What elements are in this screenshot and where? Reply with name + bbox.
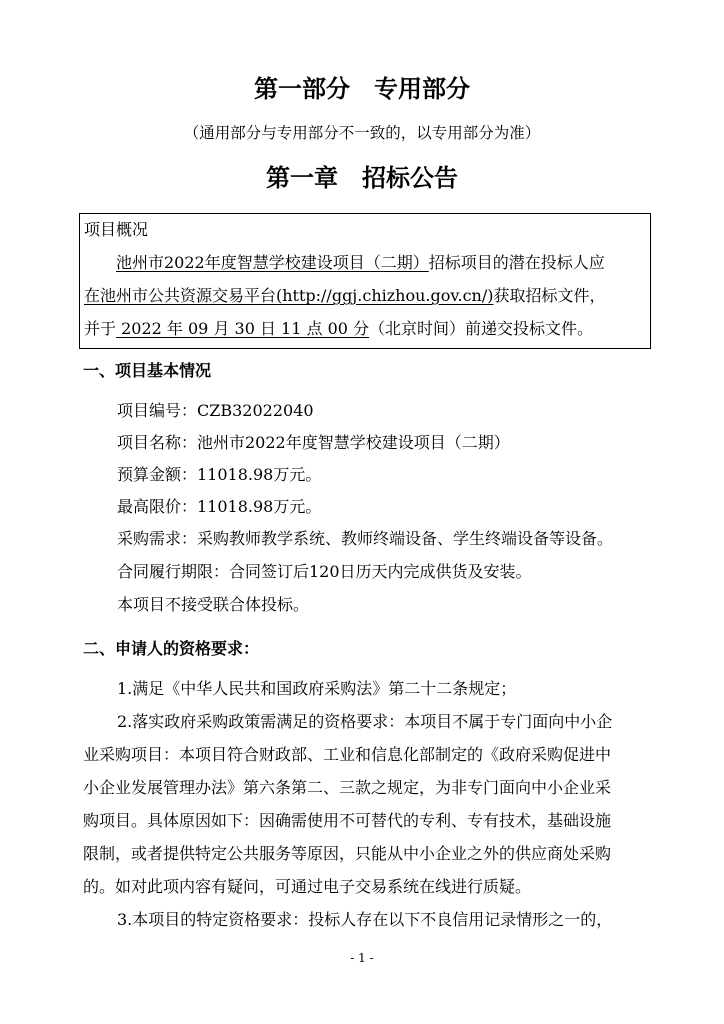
max-price: 最高限价：11018.98万元。 — [117, 497, 322, 516]
requirement-line: 业采购项目：本项目符合财政部、工业和信息化部制定的《政府采购促进中 — [83, 745, 612, 764]
part-title: 第一部分 专用部分 — [254, 75, 470, 103]
overview-platform-link[interactable]: 在池州市公共资源交易平台(http://ggj.chizhou.gov.cn/) — [84, 286, 494, 305]
overview-line-1 — [116, 252, 605, 274]
requirement-line: 1.满足《中华人民共和国政府采购法》第二十二条规定； — [117, 679, 517, 698]
requirement-line: 3.本项目的特定资格要求：投标人存在以下不良信用记录情形之一的， — [117, 910, 613, 929]
overview-line-3 — [84, 318, 593, 340]
part-note: （通用部分与专用部分不一致的，以专用部分为准） — [183, 124, 541, 142]
budget-amount: 预算金额：11018.98万元。 — [117, 465, 322, 484]
no-consortium: 本项目不接受联合体投标。 — [117, 595, 310, 614]
contract-period: 合同履行期限：合同签订后120日历天内完成供货及安装。 — [117, 562, 532, 581]
section-1-heading: 一、项目基本情况 — [83, 361, 212, 380]
overview-label: 项目概况 — [84, 220, 149, 239]
procurement-needs: 采购需求：采购教师教学系统、教师终端设备、学生终端设备等设备。 — [117, 529, 614, 548]
overview-line-3-pre: 并于 — [84, 319, 117, 338]
project-overview-box — [79, 213, 651, 349]
requirement-line: 限制，或者提供特定公共服务等原因，只能从中小企业之外的供应商处采购 — [83, 844, 612, 863]
overview-line-2-rest: 获取招标文件， — [493, 286, 606, 305]
overview-line-1-rest: 招标项目的潜在投标人应 — [428, 253, 605, 272]
page-number: - 1 - — [350, 951, 374, 965]
requirement-line: 小企业发展管理办法》第六条第二、三款之规定，为非专门面向中小企业采 — [83, 778, 612, 797]
project-name: 项目名称：池州市2022年度智慧学校建设项目（二期） — [117, 433, 510, 452]
overview-line-3-rest: （北京时间）前递交投标文件。 — [369, 319, 594, 338]
requirement-line: 2.落实政府采购政策需满足的资格要求：本项目不属于专门面向中小企 — [117, 712, 613, 731]
project-number: 项目编号：CZB32022040 — [117, 401, 314, 420]
overview-project-name: 池州市2022年度智慧学校建设项目（二期） — [116, 253, 429, 272]
overview-line-2 — [84, 285, 606, 307]
overview-deadline: 2022 年 09 月 30 日 11 点 00 分 — [116, 319, 370, 338]
requirement-line: 购项目。具体原因如下：因确需使用不可替代的专利、专有技术，基础设施 — [83, 811, 612, 830]
requirement-line: 的。如对此项内容有疑问，可通过电子交易系统在线进行质疑。 — [83, 877, 532, 896]
chapter-title: 第一章 招标公告 — [266, 164, 458, 192]
section-2-heading: 二、申请人的资格要求： — [83, 639, 260, 658]
